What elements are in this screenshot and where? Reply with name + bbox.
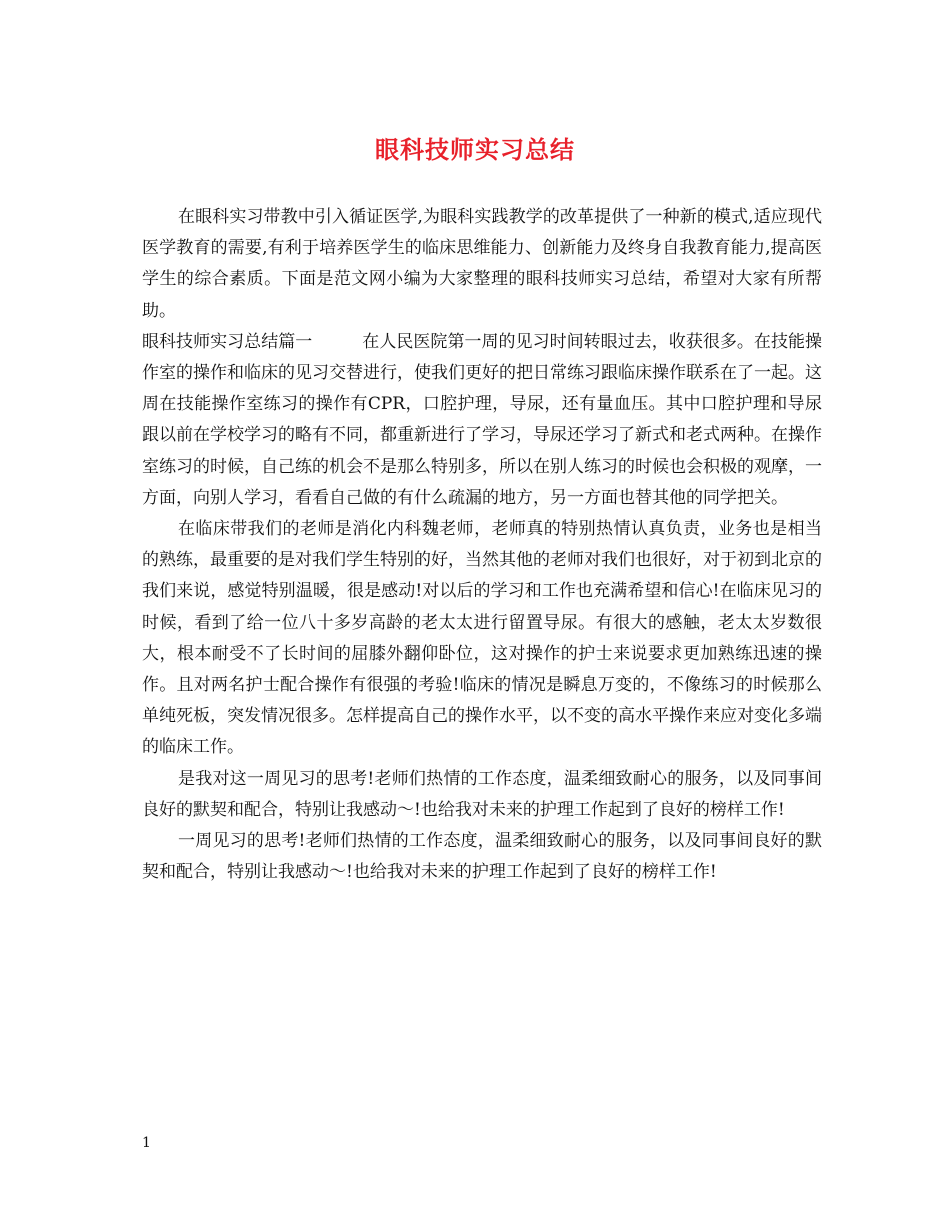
body-paragraph-2: 在临床带我们的老师是消化内科魏老师，老师真的特别热情认真负责，业务也是相当的熟练，最重要的是对我们学生特别的好，当然其他的老师对我们也很好，对于初到北京的我们来说，感觉特别温暖，很是感动!对以后的学习和工作也充满希望和信心!在临床见习的时候，看到了给一位八十多岁高龄的老太太进行留置导尿。有很大的感触，老太太岁数很大，根本耐受不了长时间的屈膝外翻仰卧位，这对操作的护士来说要求更加熟练迅速的操作。且对两名护士配合操作有很强的考验!临床的情况是瞬息万变的，不像练习的时候那么单纯死板，突发情况很多。怎样提高自己的操作水平，以不变的高水平操作来应对变化多端的临床工作。 (142, 519, 822, 758)
body-paragraph-4: 一周见习的思考!老师们热情的工作态度，温柔细致耐心的服务，以及同事间良好的默契和配合，特别让我感动～!也给我对未来的护理工作起到了良好的榜样工作! (142, 831, 822, 883)
intro-paragraph: 在眼科实习带教中引入循证医学,为眼科实践教学的改革提供了一种新的模式,适应现代医学教育的需要,有利于培养医学生的临床思维能力、创新能力及终身自我教育能力,提高医学生的综合素质。下面是范文网小编为大家整理的眼科技师实习总结，希望对大家有所帮助。 (142, 207, 822, 321)
page-number: 1 (142, 1135, 151, 1151)
section-heading: 眼科技师实习总结篇一 (142, 331, 313, 352)
document-title: 眼科技师实习总结 (375, 135, 575, 164)
section-text: 在人民医院第一周的见习时间转眼过去，收获很多。在技能操作室的操作和临床的见习交替进行，使我们更好的把日常练习跟临床操作联系在了一起。这周在技能操作室练习的操作有CPR，口腔护理，导尿，还有量血压。其中口腔护理和导尿跟以前在学校学习的略有不同，都重新进行了学习，导尿还学习了新式和老式两种。在操作室练习的时候，自己练的机会不是那么特别多，所以在别人练习的时候也会积极的观摩，一方面，向别人学习，看看自己做的有什么疏漏的地方，另一方面也替其他的同学把关。 (142, 331, 823, 508)
body-paragraph-3: 是我对这一周见习的思考!老师们热情的工作态度，温柔细致耐心的服务，以及同事间良好的默契和配合，特别让我感动～!也给我对未来的护理工作起到了良好的榜样工作! (142, 768, 822, 820)
document-body (142, 202, 822, 888)
section-paragraph (142, 327, 822, 514)
